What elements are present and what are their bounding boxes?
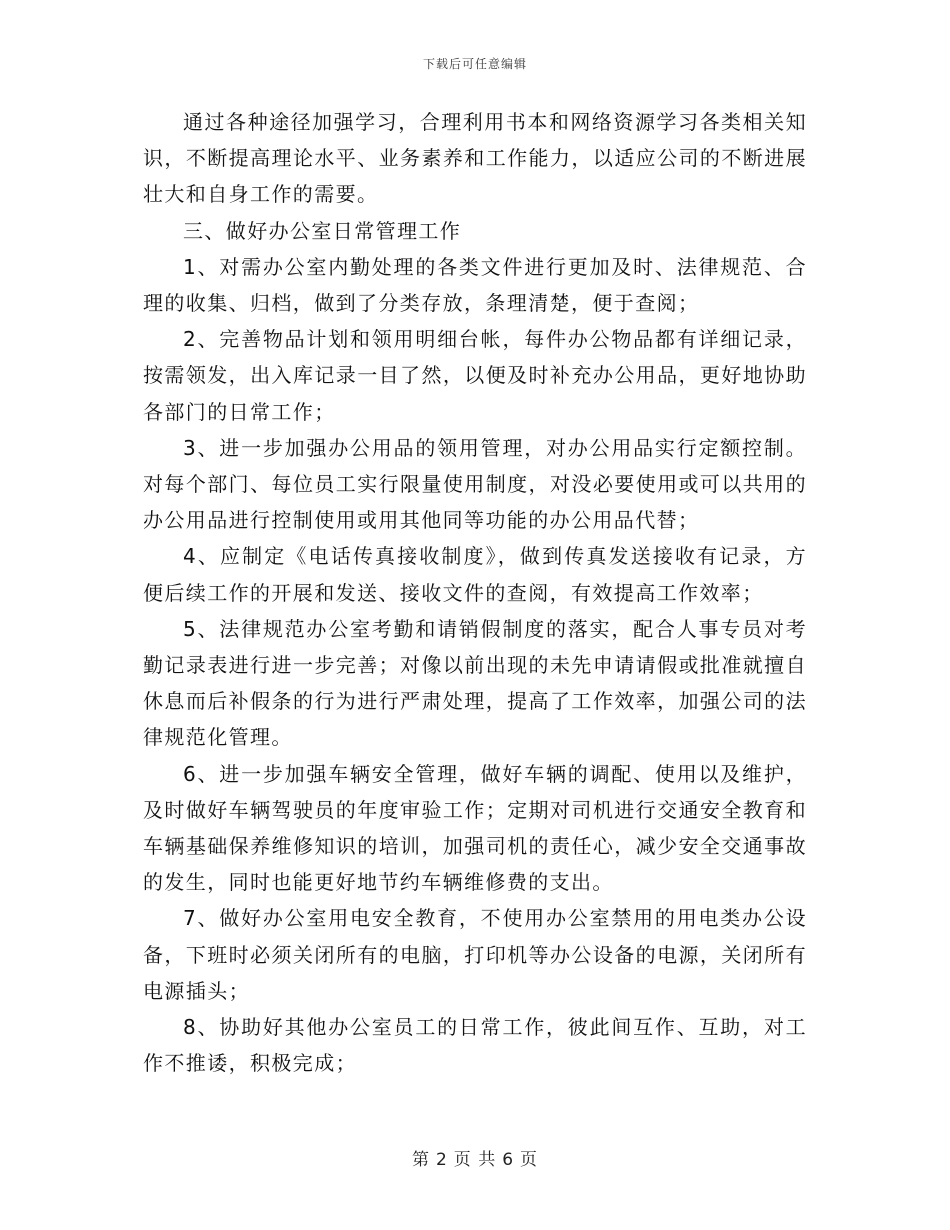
- document-body: [143, 104, 807, 1081]
- paragraph-item-4: 4、应制定《电话传真接收制度》，做到传真发送接收有记录，方便后续工作的开展和发送、接收文件的查阅，有效提高工作效率；: [143, 544, 807, 605]
- footer-current-page: 2: [435, 1150, 448, 1170]
- footer-suffix: 页: [520, 1150, 539, 1170]
- section-heading: 三、做好办公室日常管理工作: [183, 218, 462, 243]
- paragraph-item-8: 8、协助好其他办公室员工的日常工作，彼此间互作、互助，对工作不推诿，积极完成；: [143, 1015, 807, 1076]
- header-note: 下载后可任意编辑: [422, 57, 527, 71]
- paragraph-1: 通过各种途径加强学习，合理利用书本和网络资源学习各类相关知识，不断提高理论水平、业务素养和工作能力，以适应公司的不断进展壮大和自身工作的需要。: [143, 110, 807, 207]
- paragraph-item-1: 1、对需办公室内勤处理的各类文件进行更加及时、法律规范、合理的收集、归档，做到了分类存放，条理清楚，便于查阅；: [143, 254, 807, 316]
- paragraph-item-6: 6、进一步加强车辆安全管理，做好车辆的调配、使用以及维护，及时做好车辆驾驶员的年度审验工作；定期对司机进行交通安全教育和车辆基础保养维修知识的培训，加强司机的责任心，减少安全交通事故的发生，同时也能更好地节约车辆维修费的支出。: [143, 761, 807, 895]
- paragraph-item-2: 2、完善物品计划和领用明细台帐，每件办公物品都有详细记录，按需领发，出入库记录一目了然，以便及时补充办公用品，更好地协助各部门的日常工作；: [143, 327, 807, 424]
- footer-middle: 页 共: [453, 1150, 497, 1170]
- paragraph-item-5: 5、法律规范办公室考勤和请销假制度的落实，配合人事专员对考勤记录表进行进一步完善；对像以前出现的未先申请请假或批准就擅自休息而后补假条的行为进行严肃处理，提高了工作效率，加强公司的法律规范化管理。: [143, 616, 807, 750]
- footer-total-pages: 6: [502, 1150, 515, 1170]
- page-footer: [0, 1145, 950, 1170]
- footer-prefix: 第: [411, 1150, 430, 1170]
- paragraph-item-7: 7、做好办公室用电安全教育，不使用办公室禁用的用电类办公设备，下班时必须关闭所有的电脑，打印机等办公设备的电源，关闭所有电源插头；: [143, 906, 807, 1003]
- paragraph-item-3: 3、进一步加强办公用品的领用管理，对办公用品实行定额控制。对每个部门、每位员工实行限量使用制度，对没必要使用或可以共用的办公用品进行控制使用或用其他同等功能的办公用品代替；: [143, 435, 807, 533]
